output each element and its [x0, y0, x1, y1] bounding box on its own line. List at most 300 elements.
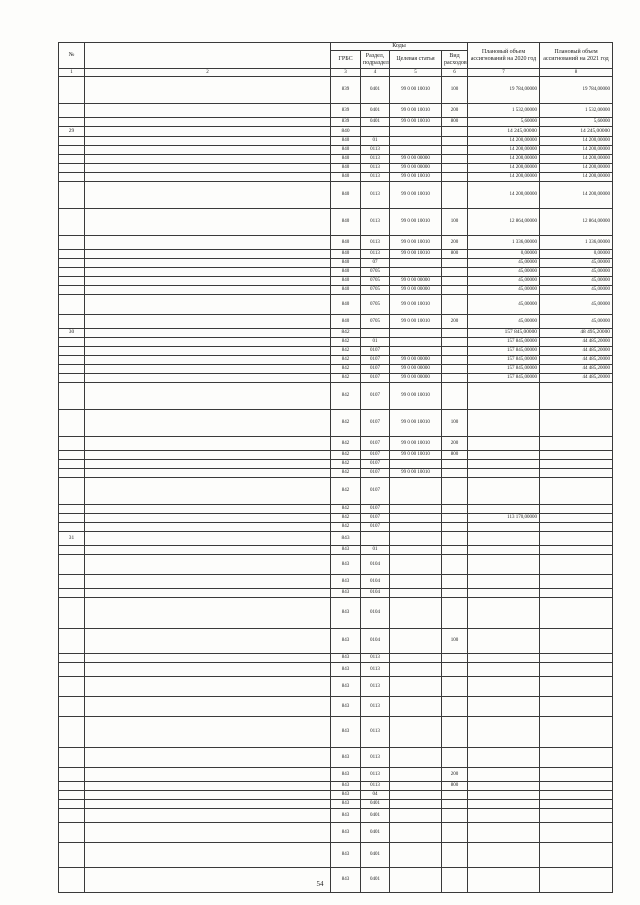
amount-2020 — [468, 717, 540, 748]
row-number — [59, 809, 85, 823]
grbs-code: 840 — [331, 127, 361, 137]
section-code: 0401 — [361, 104, 390, 118]
amount-2020 — [468, 823, 540, 843]
grbs-code: 842 — [331, 374, 361, 383]
table-row — [59, 809, 613, 823]
expense-name — [85, 469, 331, 478]
grbs-code: 843 — [331, 575, 361, 589]
expense-type-code — [442, 182, 468, 209]
row-number — [59, 374, 85, 383]
table-row — [59, 768, 613, 782]
table-row — [59, 155, 613, 164]
amount-2021 — [540, 505, 613, 514]
grbs-code: 843 — [331, 868, 361, 893]
section-code: 01 — [361, 546, 390, 555]
row-number — [59, 347, 85, 356]
expense-type-code: 100 — [442, 77, 468, 104]
grbs-code: 843 — [331, 823, 361, 843]
grbs-code: 843 — [331, 748, 361, 768]
expense-type-code — [442, 356, 468, 365]
expense-type-code — [442, 663, 468, 677]
section-code: 0705 — [361, 268, 390, 277]
expense-name — [85, 118, 331, 127]
grbs-code: 843 — [331, 717, 361, 748]
expense-name — [85, 146, 331, 155]
row-number — [59, 782, 85, 791]
amount-2021: 44 485,20000 — [540, 356, 613, 365]
header-name — [85, 43, 331, 69]
amount-2020 — [468, 654, 540, 663]
index-cell: 5 — [390, 69, 442, 77]
expense-type-code — [442, 823, 468, 843]
table-row — [59, 800, 613, 809]
table-row — [59, 356, 613, 365]
grbs-code: 840 — [331, 277, 361, 286]
amount-2020: 113 170,00000 — [468, 514, 540, 523]
table-row — [59, 677, 613, 697]
target-article-code — [390, 259, 442, 268]
section-code: 0107 — [361, 505, 390, 514]
expense-name — [85, 823, 331, 843]
amount-2021: 44 485,20000 — [540, 347, 613, 356]
expense-name — [85, 654, 331, 663]
index-cell: 8 — [540, 69, 613, 77]
table-row — [59, 374, 613, 383]
expense-type-code — [442, 127, 468, 137]
row-number — [59, 286, 85, 295]
expense-type-code: 100 — [442, 629, 468, 654]
target-article-code — [390, 654, 442, 663]
target-article-code — [390, 268, 442, 277]
expense-name — [85, 155, 331, 164]
expense-name — [85, 809, 331, 823]
section-code: 0113 — [361, 663, 390, 677]
row-number — [59, 677, 85, 697]
expense-name — [85, 236, 331, 250]
grbs-code: 843 — [331, 555, 361, 575]
row-number — [59, 104, 85, 118]
amount-2020: 45,00000 — [468, 277, 540, 286]
table-row — [59, 137, 613, 146]
target-article-code — [390, 768, 442, 782]
amount-2021 — [540, 410, 613, 437]
grbs-code: 843 — [331, 791, 361, 800]
amount-2020 — [468, 768, 540, 782]
amount-2020: 14 200,00000 — [468, 155, 540, 164]
row-number — [59, 663, 85, 677]
amount-2020: 1 532,00000 — [468, 104, 540, 118]
expense-name — [85, 748, 331, 768]
grbs-code: 840 — [331, 137, 361, 146]
amount-2021 — [540, 598, 613, 629]
section-code — [361, 127, 390, 137]
grbs-code: 842 — [331, 410, 361, 437]
table-row — [59, 182, 613, 209]
section-code: 0401 — [361, 800, 390, 809]
grbs-code: 843 — [331, 654, 361, 663]
row-number: 31 — [59, 532, 85, 546]
expense-type-code — [442, 575, 468, 589]
amount-2020 — [468, 460, 540, 469]
target-article-code — [390, 505, 442, 514]
amount-2021 — [540, 478, 613, 505]
section-code: 0705 — [361, 286, 390, 295]
grbs-code: 839 — [331, 77, 361, 104]
grbs-code: 842 — [331, 356, 361, 365]
expense-name — [85, 164, 331, 173]
grbs-code: 843 — [331, 677, 361, 697]
grbs-code: 843 — [331, 532, 361, 546]
expense-name — [85, 451, 331, 460]
section-code: 07 — [361, 259, 390, 268]
target-article-code — [390, 523, 442, 532]
amount-2021: 12 864,00000 — [540, 209, 613, 236]
target-article-code — [390, 347, 442, 356]
section-code: 0107 — [361, 383, 390, 410]
amount-2020: 5,60000 — [468, 118, 540, 127]
header-target: Целевая статья — [390, 51, 442, 69]
amount-2021 — [540, 782, 613, 791]
target-article-code — [390, 575, 442, 589]
target-article-code: 99 0 00 10010 — [390, 410, 442, 437]
table-row — [59, 469, 613, 478]
table-row — [59, 654, 613, 663]
table-row — [59, 478, 613, 505]
section-code: 0113 — [361, 768, 390, 782]
expense-type-code — [442, 164, 468, 173]
row-number — [59, 338, 85, 347]
expense-name — [85, 365, 331, 374]
amount-2021: 14 200,00000 — [540, 173, 613, 182]
section-code: 0107 — [361, 365, 390, 374]
target-article-code — [390, 514, 442, 523]
amount-2021: 45,00000 — [540, 259, 613, 268]
grbs-code: 843 — [331, 697, 361, 717]
table-row — [59, 146, 613, 155]
amount-2020 — [468, 589, 540, 598]
expense-type-code — [442, 791, 468, 800]
header-amount-2020: Плановый объем ассигнований на 2020 год — [468, 43, 540, 69]
table-row — [59, 259, 613, 268]
amount-2020: 19 784,00000 — [468, 77, 540, 104]
row-number — [59, 277, 85, 286]
expense-type-code — [442, 809, 468, 823]
amount-2021 — [540, 514, 613, 523]
expense-type-code — [442, 505, 468, 514]
target-article-code — [390, 800, 442, 809]
amount-2021 — [540, 663, 613, 677]
expense-type-code — [442, 365, 468, 374]
row-number — [59, 460, 85, 469]
amount-2020: 14 200,00000 — [468, 182, 540, 209]
expense-type-code — [442, 546, 468, 555]
expense-name — [85, 268, 331, 277]
target-article-code — [390, 791, 442, 800]
row-number — [59, 717, 85, 748]
amount-2020: 45,00000 — [468, 295, 540, 315]
table-row — [59, 118, 613, 127]
index-cell: 3 — [331, 69, 361, 77]
expense-type-code: 100 — [442, 410, 468, 437]
target-article-code: 99 0 00 10010 — [390, 315, 442, 329]
section-code: 0104 — [361, 555, 390, 575]
row-number — [59, 137, 85, 146]
section-code: 01 — [361, 338, 390, 347]
amount-2020: 157 845,00000 — [468, 365, 540, 374]
amount-2020: 14 200,00000 — [468, 146, 540, 155]
table-row — [59, 329, 613, 338]
table-row — [59, 589, 613, 598]
row-number — [59, 356, 85, 365]
target-article-code — [390, 748, 442, 768]
row-number — [59, 164, 85, 173]
expense-type-code — [442, 598, 468, 629]
expense-name — [85, 182, 331, 209]
expense-name — [85, 514, 331, 523]
row-number — [59, 315, 85, 329]
expense-name — [85, 555, 331, 575]
row-number — [59, 410, 85, 437]
amount-2020 — [468, 437, 540, 451]
grbs-code: 840 — [331, 236, 361, 250]
table-row — [59, 104, 613, 118]
section-code: 0107 — [361, 356, 390, 365]
grbs-code: 840 — [331, 259, 361, 268]
grbs-code: 840 — [331, 173, 361, 182]
target-article-code — [390, 478, 442, 505]
target-article-code: 99 0 00 10010 — [390, 437, 442, 451]
expense-type-code — [442, 843, 468, 868]
header-no: № — [59, 43, 85, 69]
target-article-code — [390, 532, 442, 546]
amount-2021 — [540, 469, 613, 478]
target-article-code — [390, 663, 442, 677]
row-number — [59, 823, 85, 843]
amount-2021 — [540, 383, 613, 410]
amount-2020 — [468, 523, 540, 532]
table-row — [59, 748, 613, 768]
target-article-code — [390, 809, 442, 823]
row-number — [59, 295, 85, 315]
header-amount-2021: Плановый объем ассигнований на 2021 год — [540, 43, 613, 69]
expense-type-code: 800 — [442, 451, 468, 460]
expense-type-code — [442, 460, 468, 469]
expense-name — [85, 295, 331, 315]
amount-2020 — [468, 555, 540, 575]
expense-type-code: 800 — [442, 250, 468, 259]
amount-2020: 45,00000 — [468, 315, 540, 329]
expense-type-code — [442, 717, 468, 748]
row-number — [59, 259, 85, 268]
expense-name — [85, 768, 331, 782]
target-article-code: 99 0 00 10010 — [390, 451, 442, 460]
grbs-code: 843 — [331, 768, 361, 782]
table-row — [59, 843, 613, 868]
expense-name — [85, 437, 331, 451]
target-article-code: 99 0 00 00000 — [390, 277, 442, 286]
expense-name — [85, 383, 331, 410]
budget-table — [58, 42, 613, 893]
amount-2021: 1 532,00000 — [540, 104, 613, 118]
amount-2021: 14 245,00000 — [540, 127, 613, 137]
grbs-code: 840 — [331, 146, 361, 155]
amount-2021 — [540, 800, 613, 809]
amount-2020 — [468, 791, 540, 800]
amount-2020 — [468, 469, 540, 478]
table-row — [59, 460, 613, 469]
row-number — [59, 546, 85, 555]
table-row — [59, 315, 613, 329]
row-number — [59, 697, 85, 717]
section-code: 0401 — [361, 843, 390, 868]
target-article-code — [390, 137, 442, 146]
header-vid: Вид расходов — [442, 51, 468, 69]
row-number — [59, 478, 85, 505]
section-code: 0705 — [361, 315, 390, 329]
amount-2021: 44 485,20000 — [540, 365, 613, 374]
table-row — [59, 514, 613, 523]
expense-name — [85, 209, 331, 236]
grbs-code: 840 — [331, 182, 361, 209]
target-article-code — [390, 338, 442, 347]
amount-2020 — [468, 843, 540, 868]
expense-name — [85, 277, 331, 286]
expense-type-code — [442, 677, 468, 697]
target-article-code: 99 0 00 10010 — [390, 173, 442, 182]
amount-2021 — [540, 523, 613, 532]
expense-name — [85, 575, 331, 589]
expense-type-code — [442, 347, 468, 356]
table-row — [59, 575, 613, 589]
expense-name — [85, 410, 331, 437]
section-code: 0113 — [361, 654, 390, 663]
section-code: 0401 — [361, 868, 390, 893]
amount-2020: 45,00000 — [468, 268, 540, 277]
target-article-code: 99 0 00 00000 — [390, 286, 442, 295]
target-article-code: 99 0 00 00000 — [390, 356, 442, 365]
amount-2021 — [540, 575, 613, 589]
expense-type-code — [442, 383, 468, 410]
grbs-code: 842 — [331, 347, 361, 356]
amount-2020: 14 245,00000 — [468, 127, 540, 137]
grbs-code: 840 — [331, 164, 361, 173]
table-row — [59, 451, 613, 460]
expense-type-code: 100 — [442, 209, 468, 236]
amount-2021 — [540, 823, 613, 843]
target-article-code: 99 0 00 10010 — [390, 209, 442, 236]
target-article-code — [390, 823, 442, 843]
section-code — [361, 532, 390, 546]
expense-name — [85, 315, 331, 329]
table-row — [59, 365, 613, 374]
amount-2021 — [540, 546, 613, 555]
expense-type-code — [442, 338, 468, 347]
target-article-code — [390, 329, 442, 338]
grbs-code: 842 — [331, 514, 361, 523]
expense-name — [85, 505, 331, 514]
target-article-code: 99 0 00 10010 — [390, 250, 442, 259]
row-number — [59, 118, 85, 127]
expense-name — [85, 478, 331, 505]
expense-name — [85, 127, 331, 137]
expense-name — [85, 347, 331, 356]
expense-type-code — [442, 523, 468, 532]
target-article-code — [390, 146, 442, 155]
grbs-code: 839 — [331, 104, 361, 118]
expense-type-code: 200 — [442, 768, 468, 782]
section-code: 0113 — [361, 146, 390, 155]
table-row — [59, 173, 613, 182]
section-code: 0113 — [361, 209, 390, 236]
header-codes: Коды — [331, 43, 468, 51]
expense-name — [85, 250, 331, 259]
target-article-code: 99 0 00 10010 — [390, 118, 442, 127]
target-article-code — [390, 127, 442, 137]
expense-type-code — [442, 589, 468, 598]
target-article-code — [390, 460, 442, 469]
table-row — [59, 286, 613, 295]
expense-name — [85, 800, 331, 809]
expense-type-code: 800 — [442, 782, 468, 791]
row-number — [59, 629, 85, 654]
target-article-code: 99 0 00 00000 — [390, 374, 442, 383]
table-row — [59, 555, 613, 575]
index-cell: 6 — [442, 69, 468, 77]
grbs-code: 840 — [331, 250, 361, 259]
row-number — [59, 236, 85, 250]
expense-name — [85, 460, 331, 469]
section-code: 0705 — [361, 295, 390, 315]
row-number — [59, 589, 85, 598]
amount-2021 — [540, 589, 613, 598]
expense-type-code — [442, 555, 468, 575]
expense-name — [85, 259, 331, 268]
section-code: 0113 — [361, 164, 390, 173]
expense-name — [85, 523, 331, 532]
page-number: 54 — [316, 880, 324, 888]
amount-2021: 5,60000 — [540, 118, 613, 127]
amount-2020 — [468, 629, 540, 654]
row-number: 30 — [59, 329, 85, 338]
table-row — [59, 338, 613, 347]
target-article-code: 99 0 00 00000 — [390, 365, 442, 374]
expense-name — [85, 356, 331, 365]
grbs-code: 843 — [331, 546, 361, 555]
expense-type-code — [442, 478, 468, 505]
amount-2020: 1 336,00000 — [468, 236, 540, 250]
section-code: 0104 — [361, 629, 390, 654]
section-code: 0107 — [361, 523, 390, 532]
target-article-code — [390, 697, 442, 717]
target-article-code — [390, 546, 442, 555]
expense-type-code — [442, 329, 468, 338]
section-code: 0113 — [361, 155, 390, 164]
target-article-code — [390, 555, 442, 575]
expense-name — [85, 629, 331, 654]
grbs-code: 843 — [331, 629, 361, 654]
expense-type-code — [442, 654, 468, 663]
row-number — [59, 555, 85, 575]
grbs-code: 840 — [331, 286, 361, 295]
expense-type-code — [442, 748, 468, 768]
grbs-code: 842 — [331, 383, 361, 410]
expense-type-code — [442, 173, 468, 182]
amount-2020 — [468, 451, 540, 460]
amount-2021: 0,00000 — [540, 250, 613, 259]
amount-2021 — [540, 791, 613, 800]
grbs-code: 843 — [331, 782, 361, 791]
table-row — [59, 383, 613, 410]
